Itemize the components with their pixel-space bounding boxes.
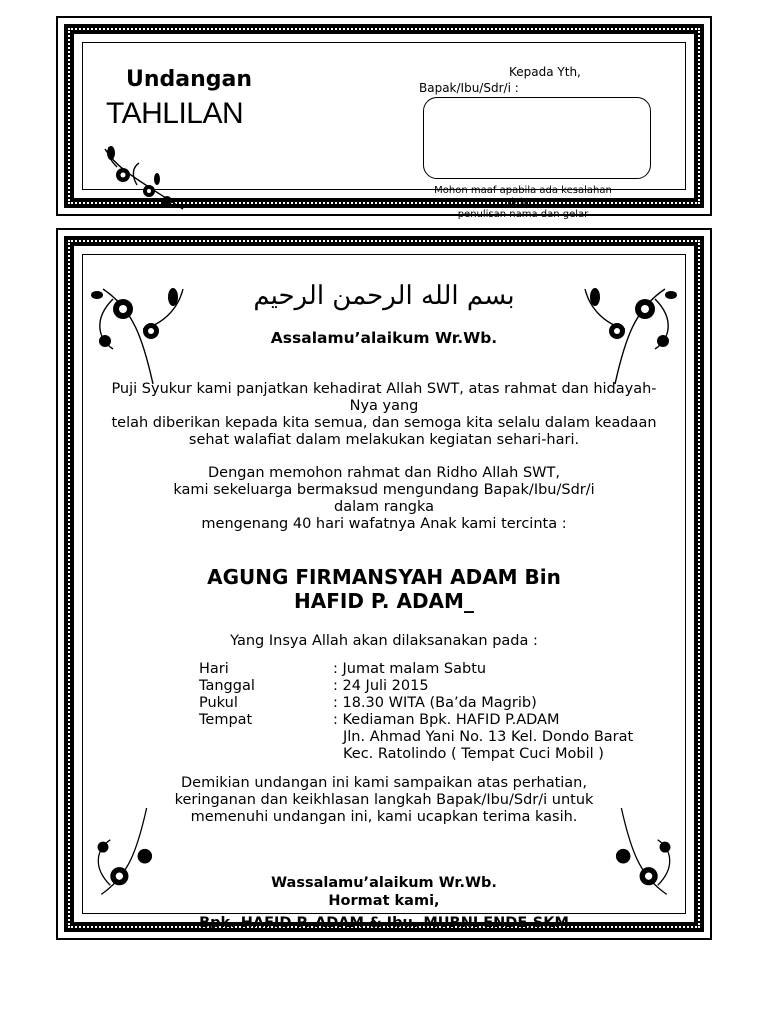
regards: Hormat kami, [328, 893, 440, 909]
para2-line: mengenang 40 hari wafatnya Anak kami tercinta : [201, 516, 567, 532]
para2-line: dalam rangka [333, 499, 434, 515]
address-line-1: Jln. Ahmad Yani No. 13 Kel. Dondo Barat [343, 729, 634, 745]
paragraph-1 [69, 381, 699, 449]
cover-note-line1: Mohon maaf apabila ada kesalahan [434, 185, 612, 196]
para2-line: Dengan memohon rahmat dan Ridho Allah SWT, [208, 465, 560, 481]
name-line-1: AGUNG FIRMANSYAH ADAM Bin [207, 565, 561, 589]
detail-row [199, 661, 633, 678]
detail-row [199, 695, 633, 712]
basmalah-calligraphy-icon: بسم الله الرحمن الرحيم [253, 281, 515, 311]
detail-label: Tempat [199, 712, 253, 728]
para1-line: Nya yang [349, 398, 419, 414]
para2-line: kami sekeluarga bermaksud mengundang Bapak/Ibu/Sdr/i [173, 482, 595, 498]
event-details [199, 661, 633, 763]
cover-note [413, 185, 633, 220]
detail-row [199, 678, 633, 695]
name-line-2: HAFID P. ADAM_ [294, 589, 474, 613]
address-line-2: Kec. Ratolindo ( Tempat Cuci Mobil ) [343, 746, 604, 762]
recipient-label-1: Kepada Yth, [509, 65, 581, 79]
cover-inner [82, 42, 686, 220]
detail-row [199, 746, 633, 763]
paragraph-2 [83, 465, 685, 533]
detail-row [199, 712, 633, 729]
closing-paragraph [83, 775, 685, 826]
greeting: Assalamu’alaikum Wr.Wb. [270, 329, 498, 347]
closing-line: memenuhi undangan ini, kami ucapkan terima kasih. [190, 809, 578, 825]
farewell: Wassalamu’alaikum Wr.Wb. [271, 875, 497, 891]
flower-ornament-icon [97, 139, 187, 213]
para1-line: Puji Syukur kami panjatkan kehadirat Allah SWT, atas rahmat dan hidayah- [111, 381, 657, 397]
para1-line: sehat walafiat dalam melakukan kegiatan sehari-hari. [188, 432, 580, 448]
cover-title-line2: TAHLILAN [106, 97, 244, 130]
detail-label: Tanggal [199, 678, 255, 694]
detail-value: : 24 Juli 2015 [333, 678, 429, 694]
cover-card [56, 16, 712, 220]
detail-label: Hari [199, 661, 229, 677]
invitation-frame-border [64, 236, 704, 932]
detail-value: : Kediaman Bpk. HAFID P.ADAM [333, 712, 560, 728]
cover-title-line1: Undangan [126, 67, 253, 92]
recipient-address-box [423, 97, 651, 179]
detail-label: Pukul [199, 695, 238, 711]
closing-line: Demikian undangan ini kami sampaikan atas perhatian, [181, 775, 587, 791]
schedule-intro: Yang Insya Allah akan dilaksanakan pada : [230, 633, 538, 649]
deceased-name [83, 565, 685, 613]
cover-frame-border [64, 24, 704, 220]
detail-value: : Jumat malam Sabtu [333, 661, 487, 677]
detail-value: : 18.30 WITA (Ba’da Magrib) [333, 695, 537, 711]
signatories: Bpk. HAFID P. ADAM & Ibu. MURNI ENDE,SKM [199, 915, 569, 931]
cover-note-line3: penulisan nama dan gelar [457, 209, 589, 220]
para1-line: telah diberikan kepada kita semua, dan semoga kita selalu dalam keadaan [111, 415, 657, 431]
invitation-inner [82, 254, 686, 931]
cover-note-line2: dalam [507, 197, 539, 208]
recipient-label-2: Bapak/Ibu/Sdr/i : [419, 81, 519, 95]
detail-row [199, 729, 633, 746]
invitation-card [56, 228, 712, 940]
closing-line: keringanan dan keikhlasan langkah Bapak/Ibu/Sdr/i untuk [174, 792, 594, 808]
